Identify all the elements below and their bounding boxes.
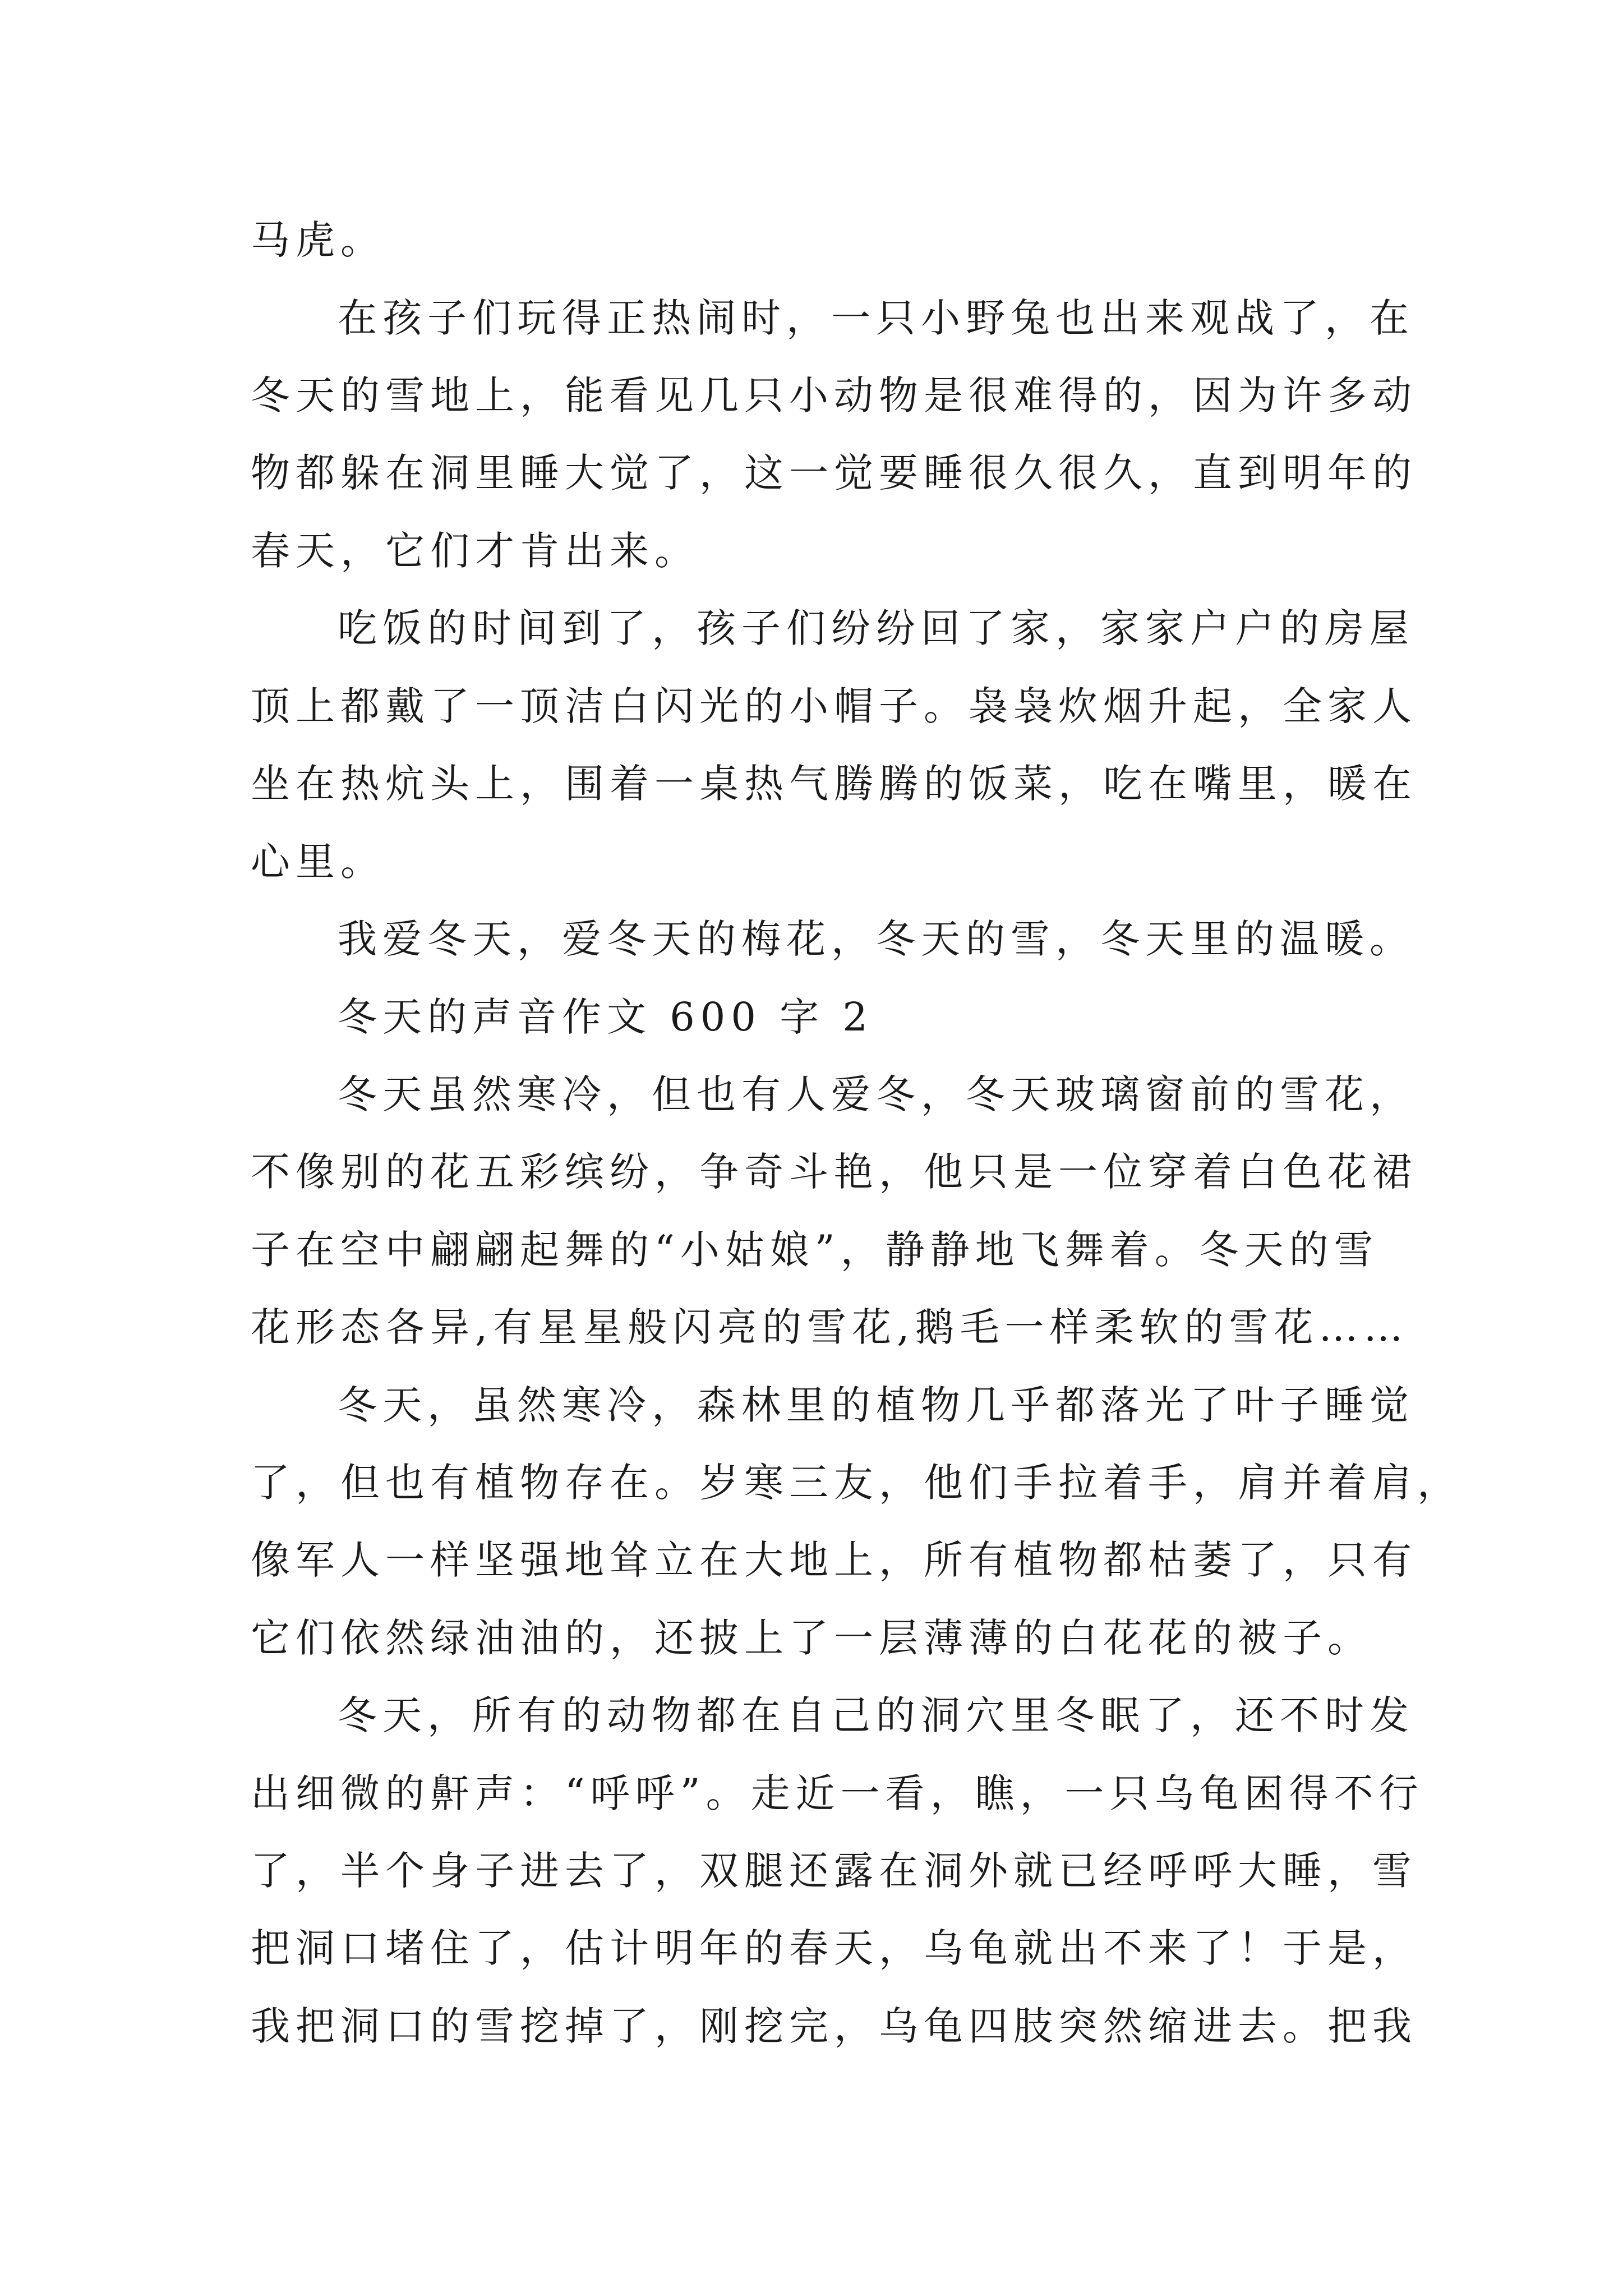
text-line: 像军人一样坚强地耸立在大地上，所有植物都枯萎了，只有	[251, 1537, 1417, 1583]
section-heading: 冬天的声音作文 600 字 2	[338, 994, 873, 1040]
text-line: 不像别的花五彩缤纷，争奇斗艳，他只是一位穿着白色花裙	[251, 1149, 1417, 1195]
paragraph-first-line: 冬天，虽然寒冷，森林里的植物几乎都落光了叶子睡觉	[338, 1382, 1414, 1428]
paragraph-first-line: 冬天，所有的动物都在自己的洞穴里冬眠了，还不时发	[338, 1692, 1414, 1738]
text-line: 把洞口堵住了，估计明年的春天，乌龟就出不来了！于是，	[251, 1925, 1417, 1971]
text-line: 它们依然绿油油的，还披上了一层薄薄的白花花的被子。	[251, 1615, 1372, 1661]
text-line: 春天，它们才肯出来。	[251, 528, 699, 574]
text-line: 心里。	[251, 839, 385, 885]
text-line: 马虎。	[251, 217, 385, 263]
paragraph-first-line: 冬天虽然寒冷，但也有人爱冬，冬天玻璃窗前的雪花，	[338, 1071, 1414, 1117]
paragraph-first-line: 我爱冬天，爱冬天的梅花，冬天的雪，冬天里的温暖。	[338, 916, 1414, 962]
text-line: 了，半个身子进去了，双腿还露在洞外就已经呼呼大睡，雪	[251, 1848, 1417, 1894]
text-line: 顶上都戴了一顶洁白闪光的小帽子。袅袅炊烟升起，全家人	[251, 683, 1417, 729]
paragraph-first-line: 在孩子们玩得正热闹时，一只小野兔也出来观战了，在	[338, 295, 1414, 341]
text-line: 了，但也有植物存在。岁寒三友，他们手拉着手，肩并着肩，	[251, 1460, 1462, 1506]
text-line: 子在空中翩翩起舞的“小姑娘”，静静地飞舞着。冬天的雪	[251, 1227, 1379, 1273]
text-line: 物都躲在洞里睡大觉了，这一觉要睡很久很久，直到明年的	[251, 450, 1417, 496]
text-line: 出细微的鼾声：“呼呼”。走近一看，瞧，一只乌龟困得不行	[251, 1770, 1424, 1816]
paragraph-first-line: 吃饭的时间到了，孩子们纷纷回了家，家家户户的房屋	[338, 605, 1414, 651]
text-line: 花形态各异,有星星般闪亮的雪花,鹅毛一样柔软的雪花……	[251, 1304, 1409, 1350]
text-line: 坐在热炕头上，围着一桌热气腾腾的饭菜，吃在嘴里，暖在	[251, 761, 1417, 807]
text-line: 冬天的雪地上，能看见几只小动物是很难得的，因为许多动	[251, 372, 1417, 418]
text-line: 我把洞口的雪挖掉了，刚挖完，乌龟四肢突然缩进去。把我	[251, 2003, 1417, 2049]
